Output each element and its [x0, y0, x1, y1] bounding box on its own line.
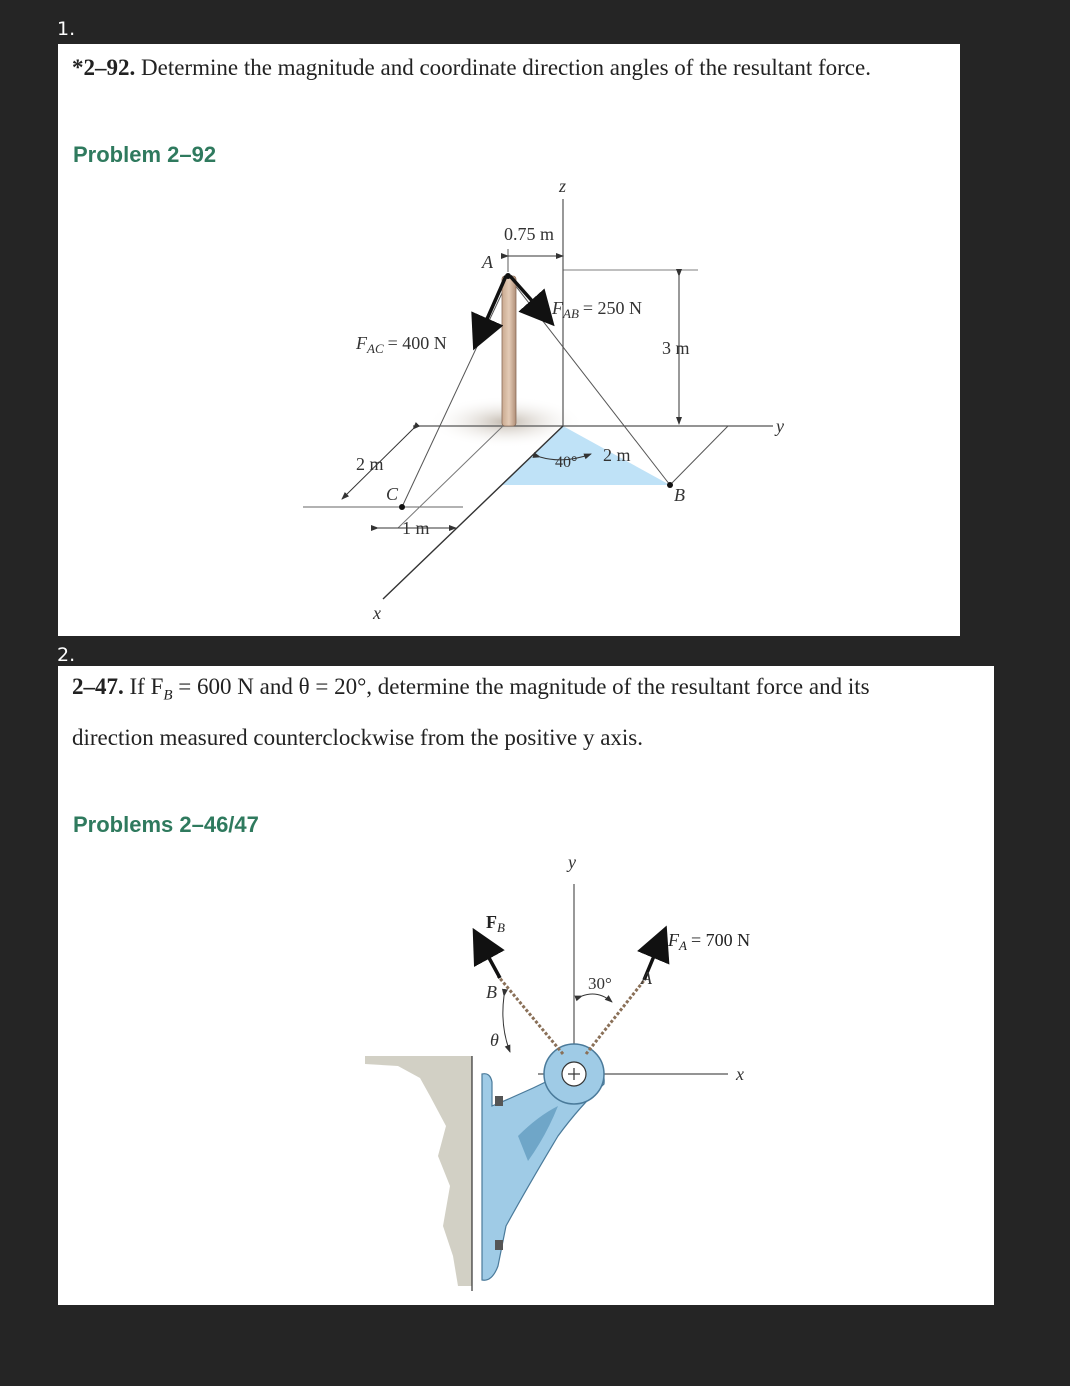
statement-rest: = 600 N and θ = 20°, determine the magnitude of the resultant force and its — [172, 674, 870, 699]
statement-line-2: direction measured counterclockwise from the positive y axis. — [72, 724, 643, 750]
theta-arc — [503, 996, 510, 1052]
question-1-number: 1. — [57, 18, 76, 40]
cable-b — [498, 976, 563, 1054]
y-axis-label: y — [776, 416, 784, 436]
statement-sub: B — [163, 687, 173, 704]
question-2-panel — [58, 666, 994, 1305]
point-a-label: A — [641, 968, 652, 988]
x-axis-label: x — [373, 603, 381, 623]
bolt-bottom — [495, 1240, 503, 1250]
point-b-label: B — [674, 485, 685, 505]
force-fa-label: $F_A = 700$ N — [668, 930, 751, 953]
dim-ob-label: 2 m — [603, 445, 631, 465]
figure-2-92 — [58, 44, 960, 636]
force-fac-label: $F_{AC} = 400$ N — [356, 333, 447, 356]
problem-text: Determine the magnitude and coordinate direction angles of the resultant force. — [141, 55, 871, 80]
force-fb-arrow — [476, 934, 500, 978]
dim-offset-label: 0.75 m — [504, 224, 555, 244]
angle-30-arc — [582, 994, 612, 1002]
dim-c-y-label: 1 m — [402, 518, 430, 538]
question-1-panel — [58, 44, 960, 636]
post — [502, 276, 516, 426]
bolt-top — [495, 1096, 503, 1106]
z-axis-label: z — [559, 176, 567, 196]
point-c-dot — [399, 504, 405, 510]
figure-title: Problem 2–92 — [73, 142, 217, 167]
figure-title: Problems 2–46/47 — [73, 812, 259, 837]
force-fac-arrow — [476, 276, 506, 344]
problem-id: 2–47. — [72, 674, 124, 699]
angle-30-label: 30° — [588, 974, 612, 993]
point-a-dot — [505, 273, 511, 279]
point-a-label: A — [482, 252, 493, 272]
question-2-number: 2. — [57, 644, 76, 666]
problem-id: *2–92. — [72, 55, 136, 80]
angle-label: 40° — [555, 454, 578, 471]
point-c-label: C — [386, 484, 399, 504]
statement-if: If F — [129, 674, 164, 699]
force-fab-label: $F_{AB} = 250$ N — [552, 298, 643, 321]
dim-c-x-label: 2 m — [356, 454, 384, 474]
ground-line-c — [398, 426, 503, 528]
y-axis-label: y — [568, 852, 576, 872]
x-axis-line — [383, 426, 563, 599]
dim-height-label: 3 m — [662, 338, 690, 358]
wall — [365, 1056, 472, 1286]
point-b-dot — [667, 482, 673, 488]
x-axis-label: x — [736, 1064, 744, 1084]
point-b-label: B — [486, 982, 497, 1002]
figure-2-46-47 — [58, 666, 994, 1305]
ground-line-b — [670, 426, 728, 485]
force-fb-label: $F_B$ — [486, 912, 505, 935]
theta-label: θ — [490, 1030, 499, 1050]
